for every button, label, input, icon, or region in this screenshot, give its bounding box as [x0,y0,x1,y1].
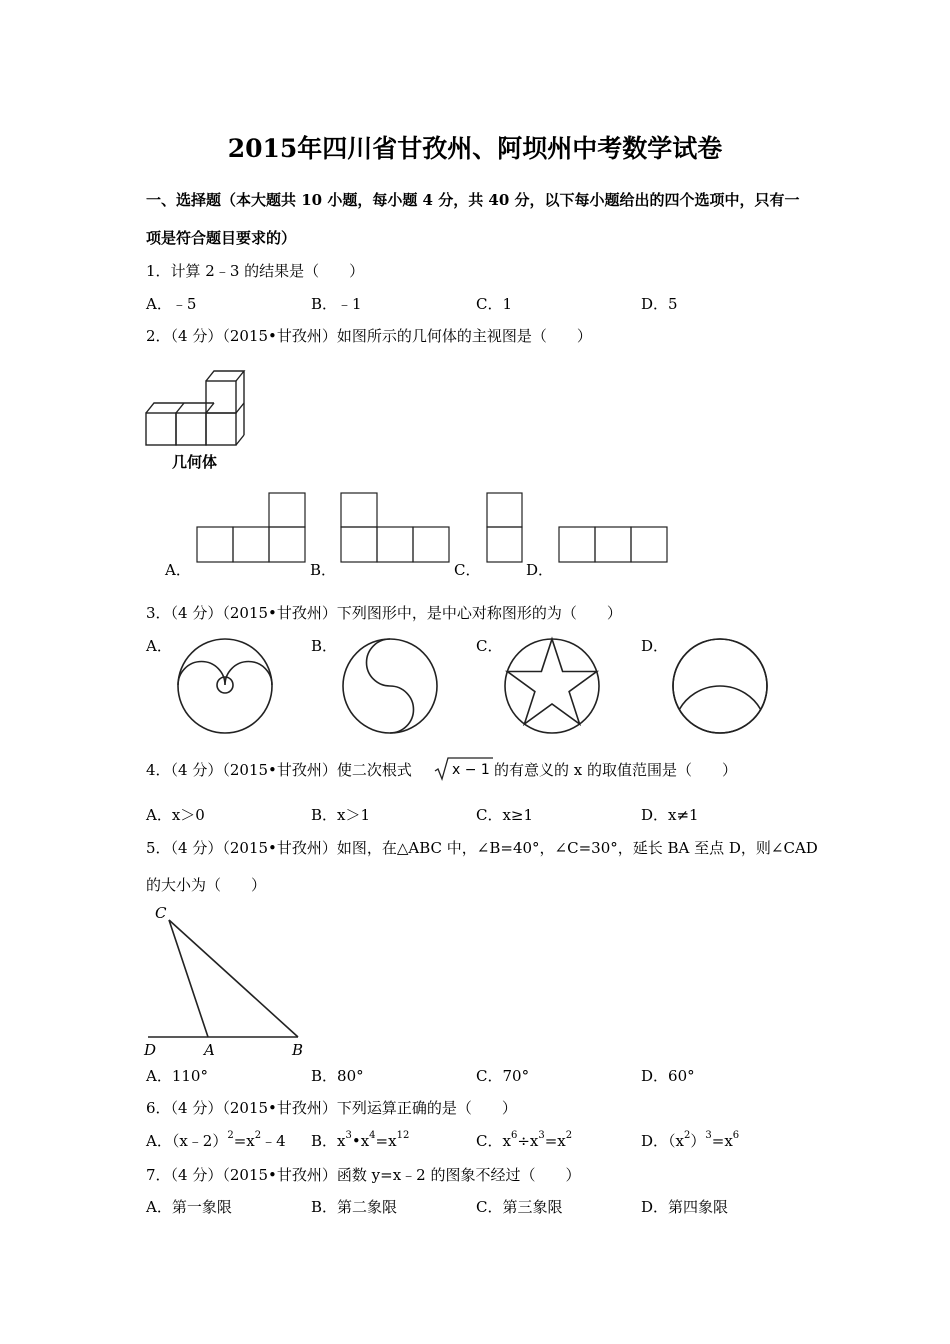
q3-option-c: C． [476,637,503,655]
q2-option-d: D． [526,561,554,579]
q7-stem: 7．（4 分）（2015•甘孜州）函数 y=x﹣2 的图象不经过（ ） [146,1166,581,1184]
q5-option-d: D．60° [641,1067,695,1085]
q7-option-d: D．第四象限 [641,1198,729,1216]
q1-option-a: A．﹣5 [146,295,197,313]
q3-option-b: B． [311,637,338,655]
q1-option-c: C．1 [476,295,513,313]
q2-option-c: C． [454,561,481,579]
q5-stem-line2: 的大小为（ ） [146,876,267,894]
q4-option-b: B．x＞1 [311,806,371,824]
q1-option-d: D．5 [641,295,678,313]
q5-label-c: C [155,904,167,922]
q2-option-b-figure [340,492,452,564]
q5-option-c: C．70° [476,1067,530,1085]
q4-option-c: C．x≥1 [476,806,534,824]
q6-stem: 6．（4 分）（2015•甘孜州）下列运算正确的是（ ） [146,1099,517,1117]
q1-stem: 1．计算 2﹣3 的结果是（ ） [146,262,365,280]
q5-option-b: B．80° [311,1067,364,1085]
q4-option-d: D．x≠1 [641,806,699,824]
q5-label-d: D [144,1041,157,1059]
q3-option-d-figure [671,637,769,735]
q3-stem: 3．（4 分）（2015•甘孜州）下列图形中，是中心对称图形的为（ ） [146,604,622,622]
q5-triangle-figure [146,918,306,1040]
q4-radicand: x − 1 [452,762,490,778]
q3-option-c-figure [503,637,601,735]
q2-option-b: B． [310,561,337,579]
q4-stem-prefix: 4．（4 分）（2015•甘孜州）使二次根式 [146,761,412,779]
q2-option-a-figure [196,492,306,564]
q2-figure-label: 几何体 [172,453,218,471]
q3-option-a-figure [176,637,274,735]
page-title: 2015年四川省甘孜州、阿坝州中考数学试卷 [227,134,723,163]
q6-option-a: A．$(x﹣2)^2=x^2﹣4$ [146,1130,286,1150]
q7-option-c: C．第三象限 [476,1198,563,1216]
q5-stem-line1: 5．（4 分）（2015•甘孜州）如图，在△ABC 中，∠B=40°，∠C=30°，延长 BA 至点 D，则∠CAD [146,839,818,857]
q7-option-b: B．第二象限 [311,1198,398,1216]
q2-option-a: A． [165,561,191,579]
q7-option-a: A．第一象限 [146,1198,232,1216]
q5-label-a: A [204,1041,215,1059]
section-heading-line1: 一、选择题（本大题共 10 小题，每小题 4 分，共 40 分，以下每小题给出的四个选项中，只有一 [146,191,800,209]
q2-solid-figure [144,368,254,450]
q2-stem: 2．（4 分）（2015•甘孜州）如图所示的几何体的主视图是（ ） [146,327,592,345]
q5-label-b: B [292,1041,304,1059]
section-heading-line2: 项是符合题目要求的） [146,229,297,247]
q3-option-b-figure [341,637,439,735]
q3-option-a: A． [146,637,172,655]
q6-option-d: D．$(x^2)^3=x^6$ [641,1130,740,1150]
q4-stem-suffix: 的有意义的 x 的取值范围是（ ） [494,761,737,779]
q1-option-b: B．﹣1 [311,295,362,313]
q5-option-a: A．110° [146,1067,208,1085]
q6-option-b: B．$x^3•x^4=x^{12}$ [311,1130,410,1150]
q3-option-d: D． [641,637,669,655]
q6-option-c: C．$x^6\div x^3=x^2$ [476,1130,573,1150]
q2-option-c-figure [486,492,524,564]
q2-option-d-figure [558,526,668,564]
q4-option-a: A．x＞0 [146,806,205,824]
